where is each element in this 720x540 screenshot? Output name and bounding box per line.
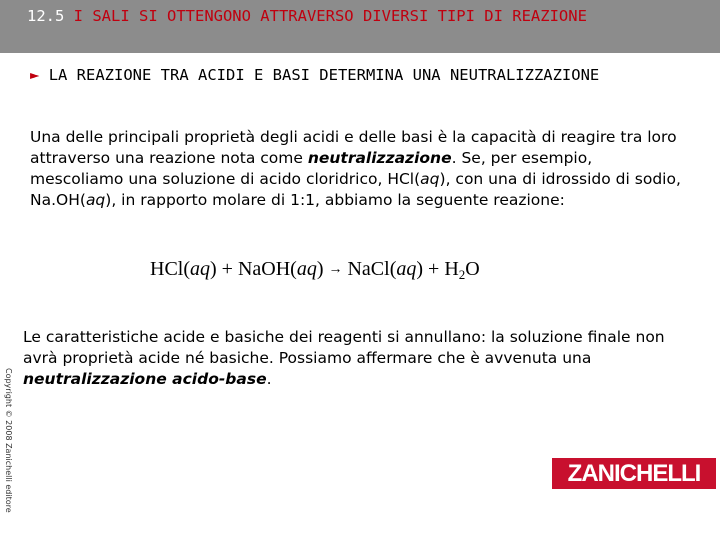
- p1-text-3: ), con una di idrossido di sodio, Na.OH(: [30, 170, 681, 209]
- p1-aq-1: aq: [420, 170, 440, 188]
- eq-water-h: ) + H: [416, 258, 459, 280]
- p1-text-1: Una delle principali proprietà degli acidi e delle basi è la capacità di reagire tra loro attraverso una reazione nota come: [30, 128, 677, 167]
- slide-title: [27, 6, 687, 26]
- p1-text-4: ), in rapporto molare di 1:1, abbiamo la seguente reazione:: [105, 191, 565, 209]
- copyright-text: Copyright © 2008 Zanichelli editore: [4, 368, 13, 513]
- eq-naoh: ) + NaOH(: [210, 258, 297, 280]
- p2-emphasis: neutralizzazione acido-base: [23, 370, 267, 388]
- reaction-arrow-icon: →: [328, 262, 343, 277]
- eq-aq-1: aq: [190, 258, 210, 280]
- p1-emphasis: neutralizzazione: [307, 149, 452, 167]
- p2-text-1: Le caratteristiche acide e basiche dei reagenti si annullano: la soluzione finale non avrà proprietà acide né basiche. Possiamo affermare che è avvenuta una: [23, 328, 665, 367]
- section-title: I SALI SI OTTENGONO ATTRAVERSO DIVERSI TIPI DI REAZIONE: [73, 7, 587, 25]
- conclusion-paragraph: [23, 327, 703, 390]
- section-number: 12.5: [27, 7, 65, 25]
- eq-aq-2: aq: [296, 258, 317, 280]
- p2-text-2: .: [266, 370, 272, 388]
- arrow-bullet-icon: ►: [30, 66, 40, 84]
- eq-hcl: HCl(: [150, 258, 190, 280]
- intro-paragraph: [30, 127, 690, 211]
- p1-aq-2: aq: [85, 191, 106, 209]
- eq-close-2: ): [316, 258, 324, 280]
- eq-subscript-2: 2: [458, 267, 466, 282]
- section-heading: [30, 64, 670, 86]
- copyright-notice: [3, 368, 15, 513]
- section-heading-text: LA REAZIONE TRA ACIDI E BASI DETERMINA UNA NEUTRALIZZAZIONE: [48, 66, 600, 84]
- title-bar: [0, 0, 720, 53]
- publisher-logo: ZANICHELLI: [552, 458, 716, 489]
- p1-text-2: . Se, per esempio, mescoliamo una soluzione di acido cloridrico, HCl(: [30, 149, 593, 188]
- eq-nacl: NaCl(: [347, 258, 397, 280]
- reaction-equation: [150, 258, 590, 283]
- eq-water-o: O: [465, 258, 480, 280]
- eq-aq-3: aq: [396, 258, 417, 280]
